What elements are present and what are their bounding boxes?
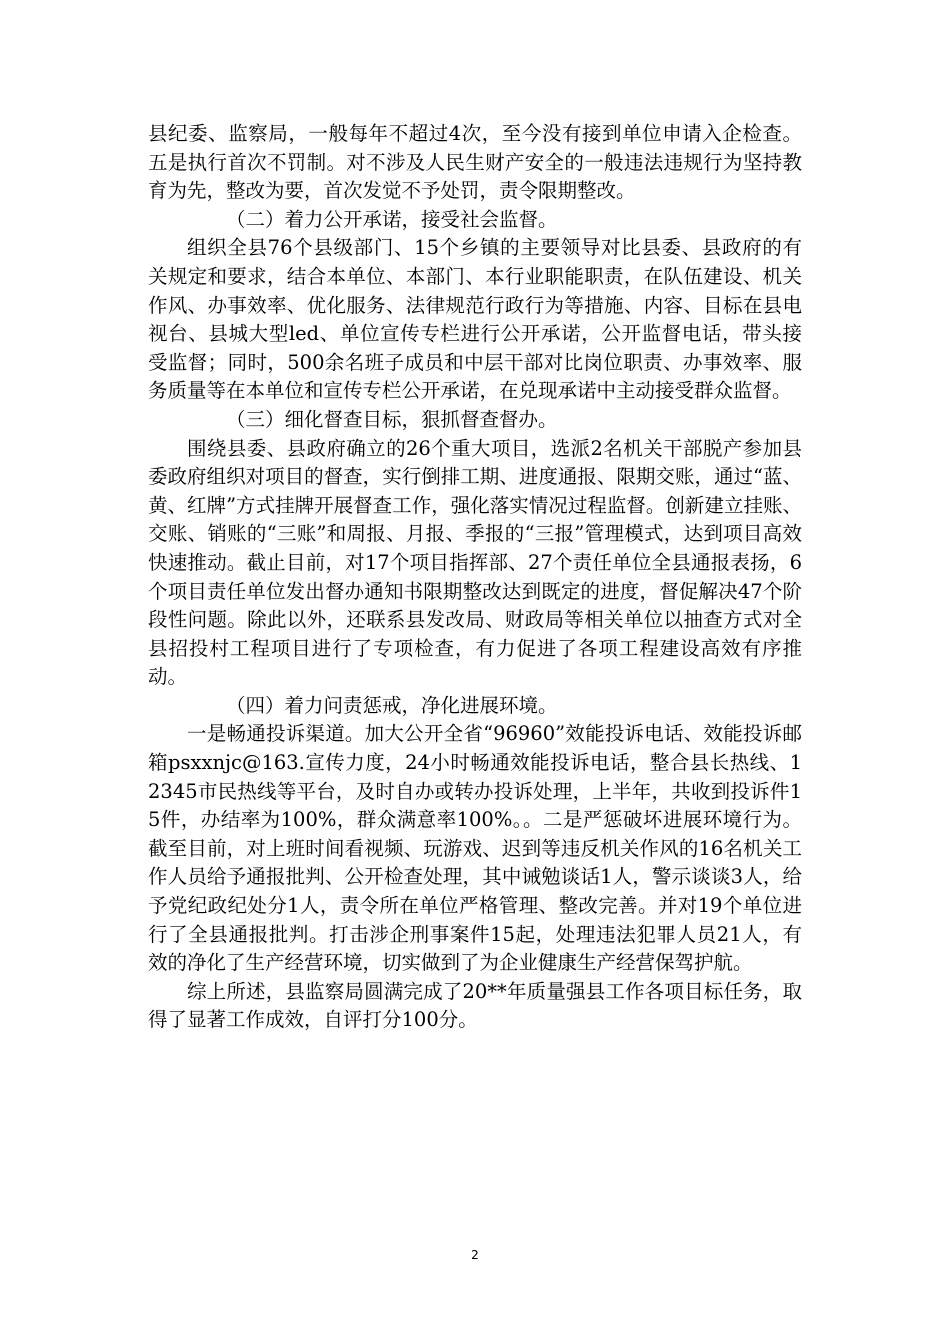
document-body xyxy=(148,120,802,1035)
section-heading: （四）着力问责惩戒，净化进展环境。 xyxy=(226,693,558,717)
section-heading: （三）细化督查目标，狠抓督查督办。 xyxy=(226,407,558,431)
body-paragraph: 围绕县委、县政府确立的26个重大项目，选派2名机关干部脱产参加县委政府组织对项目的督查，实行倒排工期、进度通报、限期交账，通过“蓝、黄、红牌”方式挂牌开展督查工作，强化落实情况过程监督。创新建立挂账、交账、销账的“三账”和周报、月报、季报的“三报”管理模式，达到项目高效快速推动。截止目前，对17个项目指挥部、27个责任单位全县通报表扬，6个项目责任单位发出督办通知书限期整改达到既定的进度，督促解决47个阶段性问题。除此以外，还联系县发改局、财政局等相关单位以抽查方式对全县招投村工程项目进行了专项检查，有力促进了各项工程建设高效有序推动。 xyxy=(148,436,802,689)
section-heading: （二）着力公开承诺，接受社会监督。 xyxy=(226,207,558,231)
body-paragraph: 一是畅通投诉渠道。加大公开全省“96960”效能投诉电话、效能投诉邮箱psxxnjc@163.宣传力度，24小时畅通效能投诉电话，整合县长热线、12345市民热线等平台，及时自办或转办投诉处理，上半年，共收到投诉件15件，办结率为100%，群众满意率100%。。二是严惩破坏进展环境行为。截至目前，对上班时间看视频、玩游戏、迟到等违反机关作风的16名机关工作人员给予通报批判、公开检查处理，其中诫勉谈话1人，警示谈谈3人，给予党纪政纪处分1人，责令所在单位严格管理、整改完善。并对19个单位进行了全县通报批判。打击涉企刑事案件15起，处理违法犯罪人员21人，有效的净化了生产经营环境，切实做到了为企业健康生产经营保驾护航。 xyxy=(148,722,802,975)
body-paragraph: 县纪委、监察局，一般每年不超过4次，至今没有接到单位申请入企检查。五是执行首次不罚制。对不涉及人民生财产安全的一般违法违规行为坚持教育为先，整改为要，首次发觉不予处罚，责令限期整改。 xyxy=(148,122,802,203)
body-paragraph: 组织全县76个县级部门、15个乡镇的主要领导对比县委、县政府的有关规定和要求，结合本单位、本部门、本行业职能职责，在队伍建设、机关作风、办事效率、优化服务、法律规范行政行为等措施、内容、目标在县电视台、县城大型led、单位宣传专栏进行公开承诺，公开监督电话，带头接受监督；同时，500余名班子成员和中层干部对比岗位职责、办事效率、服务质量等在本单位和宣传专栏公开承诺，在兑现承诺中主动接受群众监督。 xyxy=(148,236,802,403)
conclusion-paragraph: 综上所述，县监察局圆满完成了20**年质量强县工作各项目标任务，取得了显著工作成效，自评打分100分。 xyxy=(148,979,802,1032)
page-number: 2 xyxy=(471,1248,479,1262)
